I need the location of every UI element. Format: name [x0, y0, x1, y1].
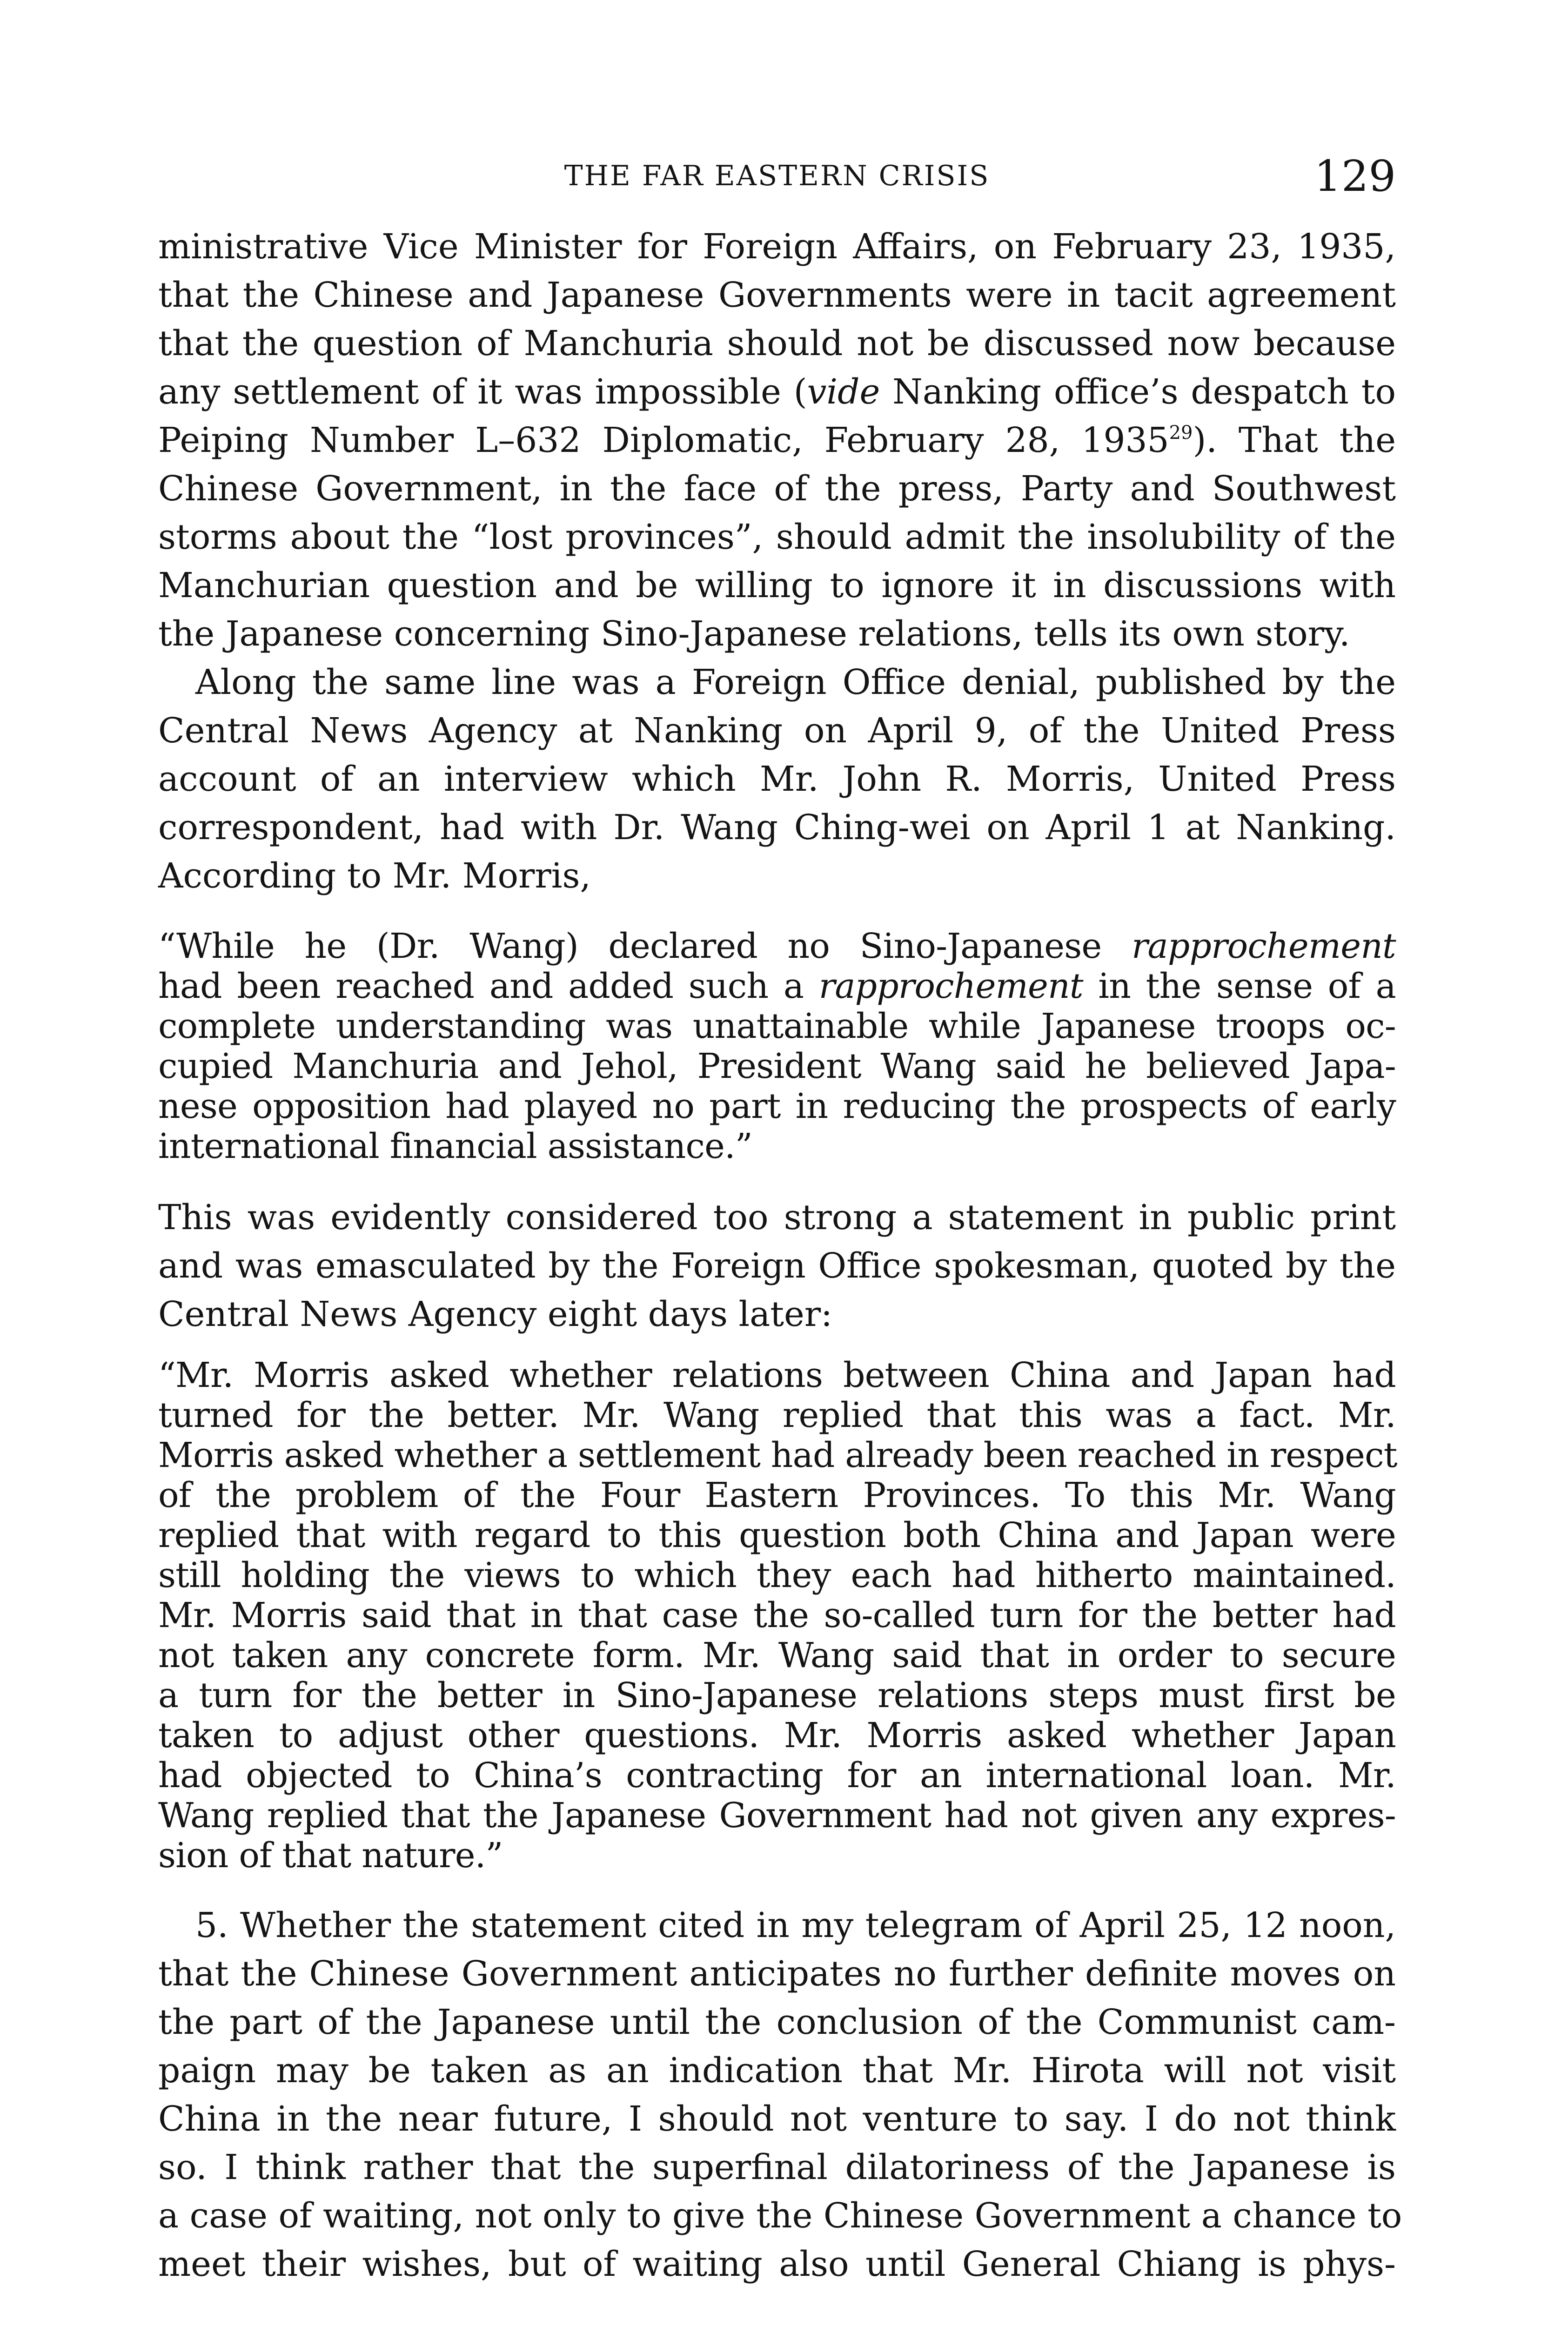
- quote-line: Morris asked whether a settlement had already been reached in respect: [158, 1435, 1397, 1475]
- quote-line: of the problem of the Four Eastern Provinces. To this Mr. Wang: [158, 1475, 1396, 1515]
- text-line: ministrative Vice Minister for Foreign Affairs, on February 23, 1935,: [158, 227, 1396, 267]
- text-line: that the Chinese and Japanese Governments were in tacit agreement: [158, 275, 1396, 315]
- text-line: According to Mr. Morris,: [158, 856, 591, 896]
- text-line: meet their wishes, but of waiting also until General Chiang is phys-: [158, 2244, 1396, 2284]
- text-run: in the sense of a: [1083, 966, 1396, 1006]
- quote-line: sion of that nature.”: [158, 1836, 503, 1876]
- quote-line: [158, 926, 1396, 966]
- text-line: so. I think rather that the superfinal dilatoriness of the Japanese is: [158, 2147, 1396, 2187]
- text-line: China in the near future, I should not venture to say. I do not think: [158, 2099, 1396, 2139]
- block-quote: [158, 926, 1396, 1166]
- quote-line: had objected to China’s contracting for an international loan. Mr.: [158, 1755, 1396, 1796]
- text-line: that the question of Manchuria should not be discussed now because: [158, 323, 1396, 363]
- text-line: Central News Agency eight days later:: [158, 1294, 833, 1334]
- page-header: [158, 151, 1396, 202]
- quote-line: still holding the views to which they each had hitherto maintained.: [158, 1555, 1396, 1595]
- quote-line: a turn for the better in Sino-Japanese relations steps must first be: [158, 1675, 1396, 1715]
- paragraph: [158, 1193, 1396, 1338]
- quote-line: “Mr. Morris asked whether relations between China and Japan had: [158, 1355, 1396, 1395]
- block-quote: [158, 1355, 1396, 1876]
- text-line: correspondent, had with Dr. Wang Ching-wei on April 1 at Nanking.: [158, 807, 1396, 847]
- quote-line: Mr. Morris said that in that case the so-called turn for the better had: [158, 1595, 1396, 1635]
- paragraph: [158, 1901, 1402, 2288]
- text-line: that the Chinese Government anticipates no further definite moves on: [158, 1954, 1396, 1994]
- quote-line: taken to adjust other questions. Mr. Morris asked whether Japan: [158, 1715, 1396, 1755]
- text-line: Along the same line was a Foreign Office denial, published by the: [195, 662, 1396, 702]
- quote-line: [158, 966, 1396, 1006]
- text-line: the Japanese concerning Sino-Japanese relations, tells its own story.: [158, 614, 1350, 654]
- italic-rapprochement: rapprochement: [818, 966, 1083, 1006]
- text-run: ). That the: [1193, 420, 1396, 460]
- paragraph: [158, 658, 1396, 900]
- text-run: Peiping Number L–632 Diplomatic, February 28, 1935: [158, 420, 1169, 460]
- text-run: had been reached and added such a: [158, 966, 819, 1006]
- text-run: Nanking office’s despatch to: [880, 372, 1396, 412]
- text-line: a case of waiting, not only to give the Chinese Government a chance to: [158, 2196, 1402, 2236]
- text-line: and was emasculated by the Foreign Office spokesman, quoted by the: [158, 1246, 1396, 1286]
- text-line: [158, 368, 1396, 416]
- text-line: storms about the “lost provinces”, should admit the insolubility of the: [158, 517, 1396, 557]
- quote-line: international financial assistance.”: [158, 1126, 752, 1166]
- quote-line: turned for the better. Mr. Wang replied that this was a fact. Mr.: [158, 1395, 1396, 1435]
- text-run: any settlement of it was impossible (: [158, 372, 807, 412]
- page-number: 129: [1314, 151, 1396, 201]
- quote-line: complete understanding was unattainable while Japanese troops oc-: [158, 1006, 1396, 1046]
- text-line: account of an interview which Mr. John R. Morris, United Press: [158, 759, 1396, 799]
- text-line: Chinese Government, in the face of the press, Party and Southwest: [158, 469, 1396, 509]
- quote-line: replied that with regard to this question both China and Japan were: [158, 1515, 1396, 1555]
- text-line: This was evidently considered too strong a statement in public print: [158, 1197, 1396, 1237]
- text-line: Manchurian question and be willing to ignore it in discussions with: [158, 565, 1396, 605]
- running-head: THE FAR EASTERN CRISIS: [564, 160, 990, 192]
- quote-line: not taken any concrete form. Mr. Wang said that in order to secure: [158, 1635, 1396, 1675]
- quote-line: Wang replied that the Japanese Government had not given any expres-: [158, 1796, 1396, 1836]
- text-line: [158, 416, 1396, 464]
- quote-line: cupied Manchuria and Jehol, President Wang said he believed Japa-: [158, 1046, 1396, 1086]
- text-line: the part of the Japanese until the conclusion of the Communist cam-: [158, 2002, 1396, 2042]
- quote-line: nese opposition had played no part in reducing the prospects of early: [158, 1086, 1396, 1126]
- text-line: 5. Whether the statement cited in my telegram of April 25, 12 noon,: [195, 1905, 1396, 1945]
- text-line: Central News Agency at Nanking on April 9, of the United Press: [158, 711, 1396, 751]
- italic-rapprochement: rapprochement: [1131, 926, 1396, 966]
- text-run: “While he (Dr. Wang) declared no Sino-Japanese: [158, 926, 1132, 966]
- italic-vide: vide: [807, 372, 880, 412]
- text-line: paign may be taken as an indication that Mr. Hirota will not visit: [158, 2051, 1396, 2091]
- footnote-reference: 29: [1169, 422, 1193, 444]
- paragraph-continued: [158, 222, 1396, 658]
